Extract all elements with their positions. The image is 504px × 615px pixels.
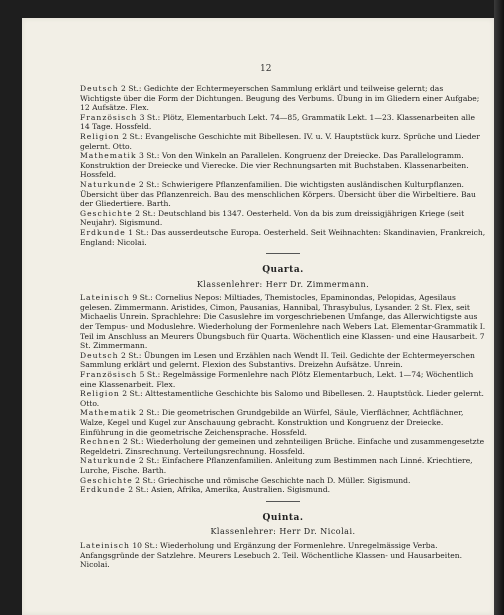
quarta-entries-list — [80, 293, 486, 494]
syllabus-entry — [80, 351, 486, 370]
subject-name: Naturkunde — [80, 179, 137, 189]
syllabus-entry — [80, 209, 486, 228]
subject-description: 2 St.: Wiederholung der gemeinen und zehnteiligen Brüche. Einfache und zusammengesetzte Regeldetri. Zinsrechnung. Verteilungsrechnung. Hossfeld. — [80, 437, 485, 456]
syllabus-entry — [80, 151, 486, 180]
subject-description: 2 St.: Einfachere Pflanzenfamilien. Anleitung zum Bestimmen nach Linné. Kriechtiere, Lurche, Fische. Barth. — [80, 456, 473, 475]
subject-description: 2 St.: Asien, Afrika, Amerika, Australien. Sigismund. — [125, 485, 331, 495]
section-rule — [266, 253, 300, 254]
subject-name: Mathematik — [80, 151, 137, 161]
syllabus-entry — [80, 476, 486, 486]
subject-description: 5 St.: Regelmässige Formenlehre nach Plötz Elementarbuch, Lekt. 1—74; Wöchentlich eine Klassenarbeit. Flex. — [80, 370, 474, 389]
syllabus-entry — [80, 132, 486, 151]
subject-name: Lateinisch — [80, 293, 130, 303]
quarta-teacher: Klassenlehrer: Herr Dr. Zimmermann. — [196, 279, 370, 289]
syllabus-entry — [80, 370, 486, 389]
subject-description: 2 St.: Schwierigere Pflanzenfamilien. Die wichtigsten ausländischen Kulturpflanzen. Übersicht über das Pflanzenreich. Bau des menschlichen Körpers. Übersicht über die Wirbeltiere. Bau der Gliedertiere. Barth. — [80, 179, 476, 209]
syllabus-entry — [80, 84, 486, 113]
page-edge — [494, 0, 504, 615]
syllabus-entry — [80, 485, 486, 495]
subject-description: 2 St.: Griechische und römische Geschichte nach D. Müller. Sigismund. — [132, 475, 411, 485]
subject-name: Deutsch — [80, 84, 119, 93]
syllabus-entry — [80, 293, 486, 351]
subject-name: Geschichte — [80, 208, 133, 218]
subject-description: 10 St.: Wiederholung und Ergänzung der Formenlehre. Unregelmässige Verba. Anfangsgründe der Satzlehre. Meurers Lesebuch 2. Teil. Wöchentliche Klassen- und Hausarbeiten. Nicolai. — [80, 540, 463, 570]
quinta-teacher: Klassenlehrer: Herr Dr. Nicolai. — [210, 527, 356, 537]
section-rule — [266, 501, 300, 502]
subject-name: Erdkunde — [80, 227, 126, 237]
subject-name: Französisch — [80, 370, 138, 380]
syllabus-entry — [80, 180, 486, 209]
subject-name: Lateinisch — [80, 540, 130, 550]
subject-description: 2 St.: Die geometrischen Grundgebilde an Würfel, Säule, Vierflächner, Achtflächner, Walze, Kegel und Kugel zur Anschauung gebracht. Konstruktion und Kongruenz der Dreiecke. Einführung in die geometrische Zeichensprache. Hossfeld. — [80, 408, 464, 437]
subject-name: Mathematik — [80, 408, 137, 418]
quinta-title: Quinta. — [262, 512, 304, 523]
quinta-entries-list — [80, 541, 486, 570]
quarta-title: Quarta. — [262, 265, 304, 276]
subject-description: 2 St.: Evangelische Geschichte mit Bibellesen. IV. u. V. Hauptstück kurz. Sprüche und Lieder gelernt. Otto. — [80, 131, 480, 151]
syllabus-entry — [80, 113, 486, 132]
subject-description: 3 St.: Von den Winkeln an Parallelen. Kongruenz der Dreiecke. Das Parallelogramm. Konstruktion der Dreiecke und Vierecke. Die vier Rechnungsarten mit Buchstaben. Klassenarbeiten. Hossfeld. — [80, 151, 469, 180]
syllabus-entry — [80, 389, 486, 408]
subject-name: Naturkunde — [80, 456, 137, 466]
subject-name: Religion — [80, 131, 120, 141]
syllabus-entry — [80, 456, 486, 475]
subject-description: 2 St.: Gedichte der Echtermeyerschen Sammlung erklärt und teilweise gelernt; das Wichtigste über die Form der Dichtungen. Beugung des Verbums. Übung in im Gliedern einer Aufgabe; 12 Aufsätze. Flex. — [80, 84, 480, 113]
top-entries-list — [80, 84, 486, 247]
page-number: 12 — [260, 64, 272, 74]
subject-description: 9 St.: Cornelius Nepos: Miltiades, Themistocles, Epaminondas, Pelopidas, Agesilaus gelesen. Zimmermann. Aristides, Cimon, Pausanias, Hannibal, Thrasybulus, Lysander. 2 St. Flex, seit Michaelis Unrein. Sprachlehre: Die Casuslehre im vorgeschriebenen Umfange, das Allerwichtigste aus der Tempus- und Moduslehre. Wiederholung der Formenlehre nach Webers Lat. Elementar-Grammatik I. Teil im Anschluss an Meurers Übungsbuch für Quarta. Wöchentlich eine Klassen- und eine Hausarbeit. 7 St. Zimmermann. — [80, 293, 486, 351]
subject-name: Erdkunde — [80, 485, 126, 495]
subject-description: 2 St.: Übungen im Lesen und Erzählen nach Wendt II. Teil. Gedichte der Echtermeyerschen Sammlung erklärt und gelernt. Flexion des Substantivs. Dreizehn Aufsätze. Unrein. — [80, 350, 475, 370]
subject-name: Religion — [80, 389, 120, 399]
syllabus-entry — [80, 228, 486, 247]
syllabus-entry — [80, 541, 486, 570]
syllabus-entry — [80, 437, 486, 456]
subject-description: 1 St.: Das ausserdeutsche Europa. Oesterheld. Seit Weihnachten: Skandinavien, Frankreich, England: Nicolai. — [80, 227, 486, 247]
subject-name: Rechnen — [80, 437, 121, 447]
subject-description: 2 St.: Alttestamentliche Geschichte bis Salomo und Bibellesen. 2. Hauptstück. Lieder gelernt. Otto. — [80, 389, 484, 408]
syllabus-entry — [80, 408, 486, 437]
document-body — [80, 84, 486, 570]
subject-name: Französisch — [80, 112, 138, 122]
subject-name: Geschichte — [80, 475, 133, 485]
subject-description: 2 St.: Deutschland bis 1347. Oesterheld. Von da bis zum dreissigjährigen Kriege (seit Neujahr). Sigismund. — [80, 208, 465, 228]
subject-description: 3 St.: Plötz, Elementarbuch Lekt. 74—85, Grammatik Lekt. 1—23. Klassenarbeiten alle 14 Tage. Hossfeld. — [80, 112, 475, 132]
subject-name: Deutsch — [80, 350, 119, 360]
